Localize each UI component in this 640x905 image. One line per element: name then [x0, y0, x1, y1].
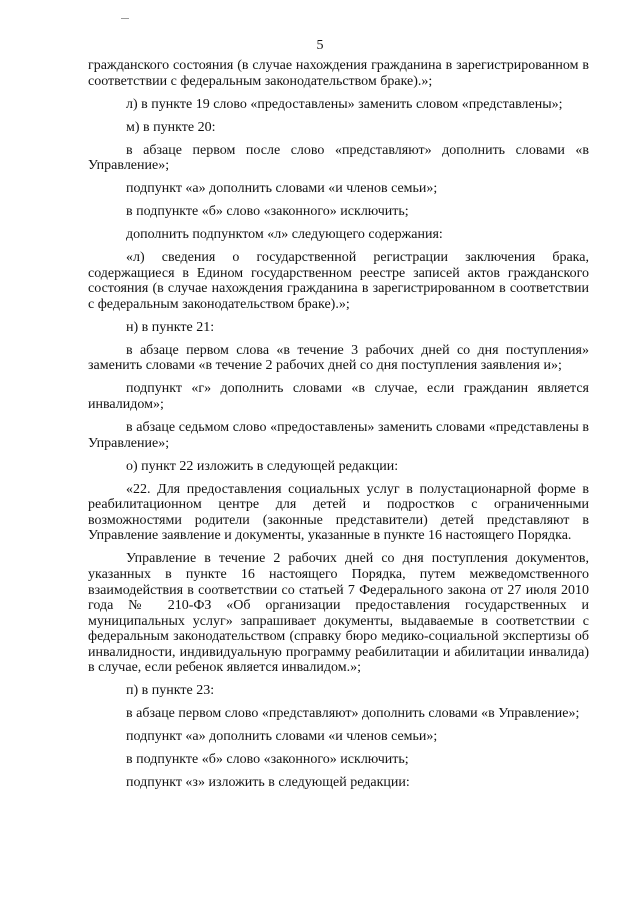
paragraph: в подпункте «б» слово «законного» исключить;	[126, 204, 409, 220]
paragraph: в абзаце первом слова «в течение 3 рабочих дней со дня поступления» заменить словами «в течение 2 рабочих дней со дня поступления заявления и»;	[88, 342, 589, 374]
page-number: 5	[316, 38, 324, 53]
scan-mark	[121, 18, 129, 19]
paragraph: подпункт «а» дополнить словами «и членов семьи»;	[126, 729, 438, 745]
paragraph: о) пункт 22 изложить в следующей редакции:	[126, 458, 399, 474]
paragraph: в подпункте «б» слово «законного» исключить;	[126, 752, 409, 768]
paragraph: в абзаце седьмом слово «предоставлены» заменить словами «представлены в Управление»;	[88, 419, 589, 451]
paragraph: в абзаце первом после слово «представляют» дополнить словами «в Управление»;	[88, 142, 589, 174]
paragraph: гражданского состояния (в случае нахождения гражданина в зарегистрированном в соответствии с федеральным законодательством браке).»;	[88, 58, 589, 89]
paragraph: л) в пункте 19 слово «предоставлены» заменить словом «представлены»;	[126, 96, 563, 112]
paragraph: Управление в течение 2 рабочих дней со дня поступления документов, указанных в пункте 16 настоящего Порядка, путем межведомственного взаимодействия в соответствии со статьей 7 Федерального закона от 27 июля 2010 года № 210-ФЗ «Об организации предоставления государственных и муниципальных услуг» запрашивает документы, выдаваемые в соответствии с федеральным законодательством (справку бюро медико-социальной экспертизы об инвалидности, индивидуальную программу реабилитации и абилитации инвалида) в случае, если ребенок является инвалидом.»;	[88, 551, 589, 676]
paragraph: «22. Для предоставления социальных услуг в полустационарной форме в реабилитационном центре для детей и подростков с ограниченными возможностями родители (законные представители) детей представляют в Управление заявление и документы, указанные в пункте 16 настоящего Порядка.	[88, 481, 589, 544]
paragraph: подпункт «а» дополнить словами «и членов семьи»;	[126, 181, 438, 197]
document-body	[88, 58, 589, 798]
paragraph: м) в пункте 20:	[126, 119, 216, 135]
paragraph: «л) сведения о государственной регистрации заключения брака, содержащиеся в Едином государственном реестре записей актов гражданского состояния (в случае нахождения гражданина в зарегистрированном в соответствии с федеральным законодательством браке).»;	[88, 250, 589, 312]
paragraph: в абзаце первом слово «представляют» дополнить словами «в Управление»;	[126, 706, 580, 722]
paragraph: н) в пункте 21:	[126, 319, 215, 335]
paragraph: п) в пункте 23:	[126, 683, 215, 699]
paragraph: подпункт «г» дополнить словами «в случае, если гражданин является инвалидом»;	[88, 381, 589, 412]
paragraph: дополнить подпунктом «л» следующего содержания:	[126, 227, 443, 243]
paragraph: подпункт «з» изложить в следующей редакции:	[126, 775, 410, 791]
